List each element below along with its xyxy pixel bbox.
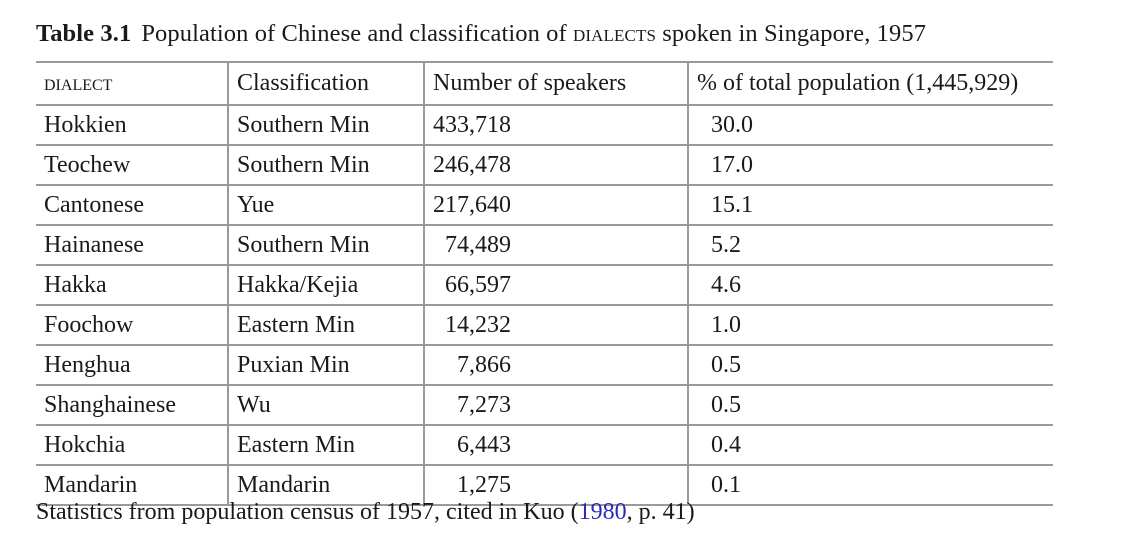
cell-percent: 17.0 <box>688 145 1053 185</box>
cell-speakers: 66,597 <box>424 265 688 305</box>
cell-classification: Puxian Min <box>228 345 424 385</box>
cell-speakers: 7,866 <box>424 345 688 385</box>
cell-percent: 0.5 <box>688 385 1053 425</box>
cell-classification: Eastern Min <box>228 305 424 345</box>
dialect-table <box>36 61 1053 506</box>
source-text: Statistics from population census of 1957, cited in Kuo ( <box>36 499 579 525</box>
cell-speakers: 7,273 <box>424 385 688 425</box>
table-row <box>36 185 1053 225</box>
header-percent: % of total population (1,445,929) <box>688 62 1053 105</box>
cell-classification: Southern Min <box>228 105 424 145</box>
cell-classification: Mandarin <box>228 465 424 505</box>
table-row <box>36 385 1053 425</box>
cell-classification: Yue <box>228 185 424 225</box>
cell-speakers: 6,443 <box>424 425 688 465</box>
cell-dialect: Cantonese <box>36 185 228 225</box>
cell-percent: 0.4 <box>688 425 1053 465</box>
cell-speakers: 74,489 <box>424 225 688 265</box>
cell-classification: Southern Min <box>228 225 424 265</box>
table-body <box>36 105 1053 505</box>
table-row <box>36 265 1053 305</box>
cell-dialect: Henghua <box>36 345 228 385</box>
table-row <box>36 305 1053 345</box>
table-row <box>36 425 1053 465</box>
cell-percent: 0.5 <box>688 345 1053 385</box>
cell-speakers: 14,232 <box>424 305 688 345</box>
cell-dialect: Hainanese <box>36 225 228 265</box>
header-speakers: Number of speakers <box>424 62 688 105</box>
cell-speakers: 433,718 <box>424 105 688 145</box>
caption-smallcaps-term: dialects <box>573 21 656 47</box>
cell-classification: Hakka/Kejia <box>228 265 424 305</box>
cell-dialect: Mandarin <box>36 465 228 505</box>
table-caption <box>36 20 926 48</box>
cell-percent: 4.6 <box>688 265 1053 305</box>
cell-dialect: Hokchia <box>36 425 228 465</box>
cell-percent: 30.0 <box>688 105 1053 145</box>
cell-percent: 0.1 <box>688 465 1053 505</box>
cell-dialect: Foochow <box>36 305 228 345</box>
cell-speakers: 246,478 <box>424 145 688 185</box>
header-dialect <box>36 62 228 105</box>
table-row <box>36 345 1053 385</box>
source-text-end: , p. 41) <box>626 499 695 525</box>
cell-speakers: 1,275 <box>424 465 688 505</box>
table-row <box>36 105 1053 145</box>
cell-percent: 15.1 <box>688 185 1053 225</box>
cell-classification: Eastern Min <box>228 425 424 465</box>
cell-speakers: 217,640 <box>424 185 688 225</box>
table-header <box>36 62 1053 105</box>
header-row <box>36 62 1053 105</box>
citation-year-link[interactable]: 1980 <box>578 499 627 525</box>
cell-dialect: Teochew <box>36 145 228 185</box>
table-row <box>36 145 1053 185</box>
header-classification: Classification <box>228 62 424 105</box>
caption-text-end: spoken in Singapore, 1957 <box>662 20 927 47</box>
table-number: Table 3.1 <box>36 20 132 47</box>
cell-percent: 1.0 <box>688 305 1053 345</box>
caption-text: Population of Chinese and classification of <box>141 20 567 47</box>
cell-percent: 5.2 <box>688 225 1053 265</box>
table-row <box>36 225 1053 265</box>
cell-dialect: Hokkien <box>36 105 228 145</box>
cell-classification: Wu <box>228 385 424 425</box>
source-note <box>36 499 695 526</box>
header-dialect-text: dialect <box>44 70 113 96</box>
cell-classification: Southern Min <box>228 145 424 185</box>
cell-dialect: Shanghainese <box>36 385 228 425</box>
cell-dialect: Hakka <box>36 265 228 305</box>
